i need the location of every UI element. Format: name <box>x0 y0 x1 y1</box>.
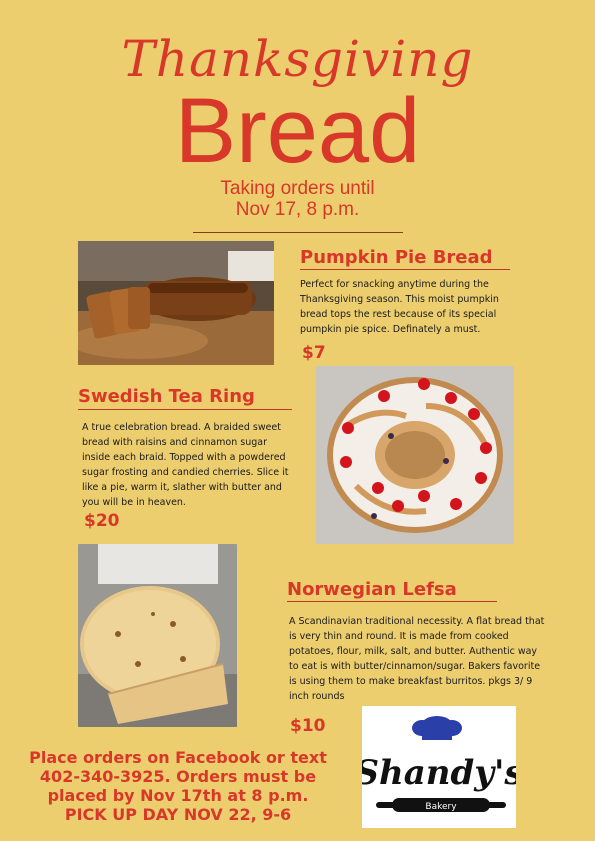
pumpkin-bread-photo <box>78 241 274 365</box>
pickup-day: PICK UP DAY NOV 22, 9-6 <box>64 805 292 824</box>
tea-ring-photo <box>316 366 514 544</box>
item-price-norwegian-lefsa: $10 <box>290 716 326 736</box>
ordering-info-line1: Place orders on Facebook or text <box>29 748 327 767</box>
item-price-swedish-tea-ring: $20 <box>84 511 120 531</box>
script-title: Thanksgiving <box>121 30 474 88</box>
item-description-norwegian-lefsa: A Scandinavian traditional necessity. A flat bread that is very thin and round. It is made from cooked potatoes, flour, milk, salt, and butter. Authentic way to eat is with butter/cinnamon/sugar. Bakers favorite is using them to make breakfast burritos. pkgs 3/ 9 inch rounds <box>289 616 545 702</box>
main-title: Bread <box>174 80 421 182</box>
item-title-pumpkin-pie-bread: Pumpkin Pie Bread <box>300 247 493 268</box>
item-divider <box>287 601 497 602</box>
order-deadline-line2: Nov 17, 8 p.m. <box>235 199 360 220</box>
lefsa-photo <box>78 544 237 727</box>
item-title-swedish-tea-ring: Swedish Tea Ring <box>78 386 255 407</box>
logo-tagline: Bakery <box>425 802 457 812</box>
ordering-info-line2: 402-340-3925. Orders must be <box>39 767 317 786</box>
header-divider <box>193 232 403 233</box>
order-deadline <box>0 178 595 220</box>
ordering-info-line3: placed by Nov 17th at 8 p.m. <box>47 786 309 805</box>
item-divider <box>78 409 292 410</box>
shandys-bakery-logo <box>362 706 516 828</box>
chef-hat-icon <box>412 716 462 740</box>
item-title-norwegian-lefsa: Norwegian Lefsa <box>287 579 457 600</box>
item-price-pumpkin-pie-bread: $7 <box>302 343 326 363</box>
rolling-pin-icon <box>376 798 506 812</box>
logo-wordmark: Shandy's <box>362 753 516 793</box>
item-description-swedish-tea-ring: A true celebration bread. A braided sweet bread with raisins and cinnamon sugar inside each braid. Topped with a powdered sugar frosting and candied cherries. Slice it like a pie, warm it, slather with butter and you will be in heaven. <box>82 422 289 508</box>
item-description-pumpkin-pie-bread: Perfect for snacking anytime during the Thanksgiving season. This moist pumpkin bread tops the rest because of its special pumpkin pie spice. Definately a must. <box>300 279 499 335</box>
order-deadline-line1: Taking orders until <box>220 178 375 199</box>
ordering-info <box>28 748 328 824</box>
item-divider <box>300 269 510 270</box>
